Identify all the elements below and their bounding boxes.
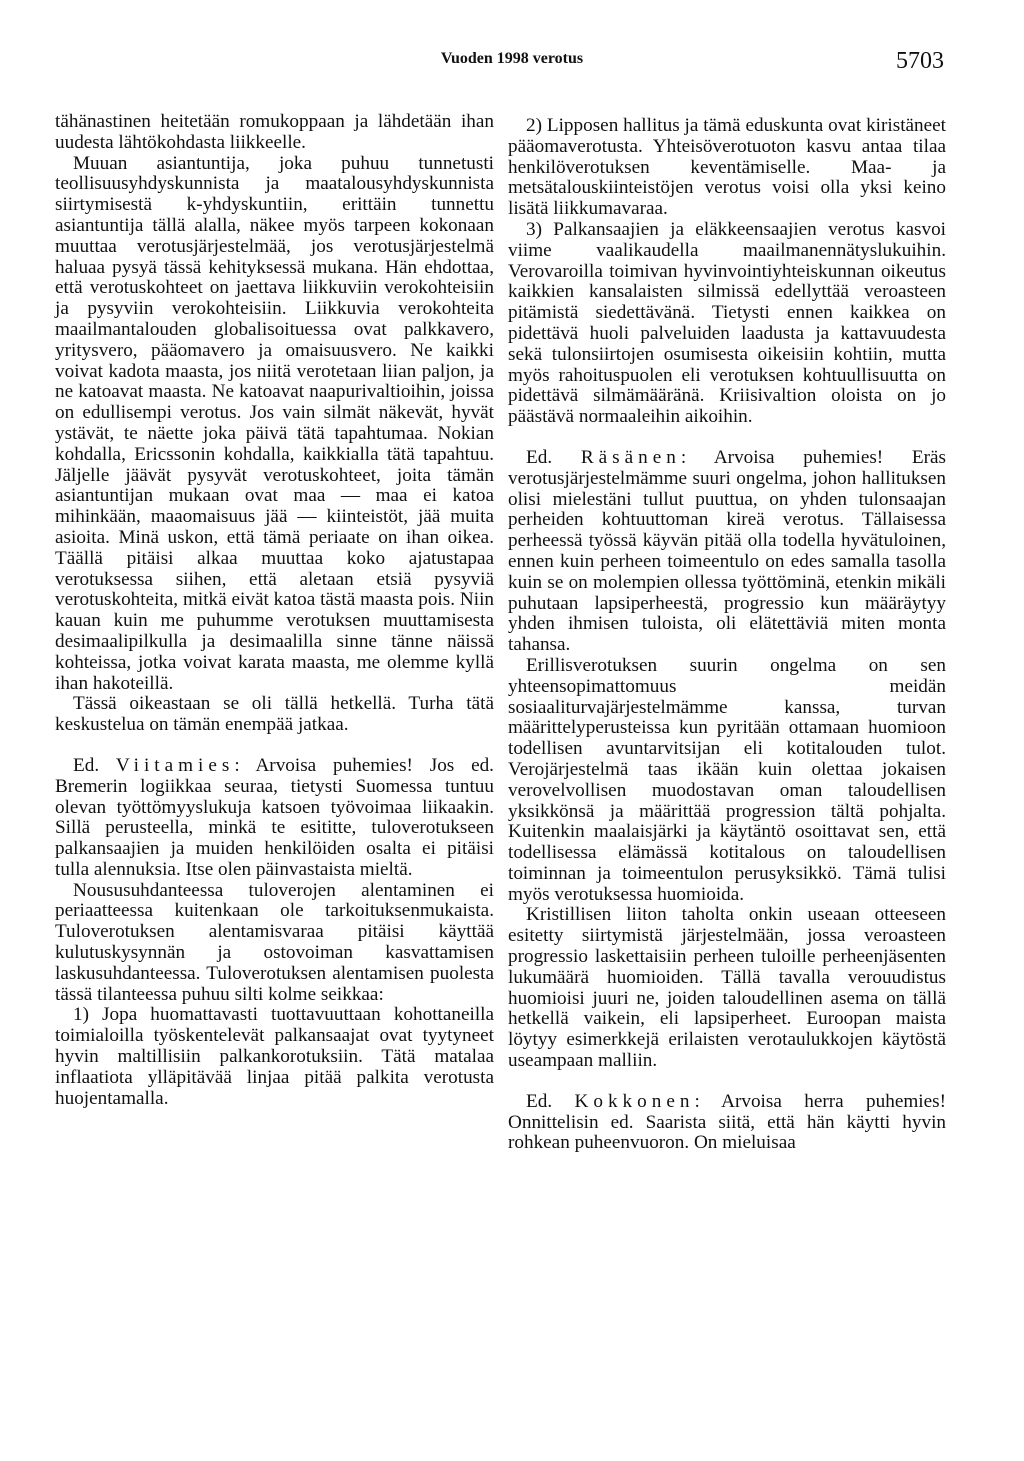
paragraph: Kristillisen liiton taholta onkin useaan otteeseen esitetty siirtymistä järjestelmään, jossa veroasteen progressio laskettaisiin perheen tuloille perheenjäsenten lukumäärä huomioiden. Tällä tavalla verouudistus huomioisi juuri ne, joiden taloudellinen asema on tällä hetkellä vaikein, eli lapsiperheet. Euroopan maista löytyy esimerkkejä erilaisten verotaulukkojen käytöstä useampaan malliin.: [508, 904, 946, 1072]
speaker-prefix: Ed.: [73, 754, 116, 776]
speaker-prefix: Ed.: [526, 446, 581, 468]
speaker-name: Kokkonen: [574, 1090, 695, 1112]
page-header: [0, 50, 1024, 80]
speaker-name: Räsänen: [580, 446, 681, 468]
paragraph: Noususuhdanteessa tuloverojen alentaminen ei periaatteessa kuitenkaan ole tarkoituksenmukaista. Tuloverotuksen alentamisvaraa pitäisi käyttää kulutuskysynnän ja ostovoiman kasvattamisen laskusuhdanteessa. Tuloverotuksen alentamisen puolesta tässä tilanteessa puhuu silti kolme seikkaa:: [55, 879, 494, 1005]
left-column: [55, 112, 494, 1109]
paragraph: Erillisverotuksen suurin ongelma on sen yhteensopimattomuus meidän sosiaaliturvajärjestelmämme kanssa, turvan määrittelyperusteissa kun pyritään ottamaan huomioon todellisen avuntarvitsijan eli kotitalouden tulot. Verojärjestelmä taas ikään kuin olettaa jokaisen verovelvollisen muodostavan oman taloudellisen yksikkönsä ja määrittää progression tältä pohjalta. Kuitenkin maalaisjärki ja käytäntö osoittavat sen, että todellisessa elämässä kotitalous on taloudellisen toiminnan ja toimeentulon perusyksikkö. Tämä tulisi myös verotuksessa huomioida.: [508, 654, 946, 905]
speech-text: : Arvoisa puhemies! Jos ed. Bremerin logiikkaa seuraa, tietysti Suomessa tuntuu olevan työttömyyslukuja katsoen työvoimaa liikaakin. Sillä perusteella, minkä te esititte, tuloverotukseen palkansaajien ja muiden henkilöiden osalta ei pitäisi tulla alennuksia. Itse olen päinvastaista mieltä.: [55, 754, 494, 880]
right-column: [508, 116, 946, 1154]
paragraph: 2) Lipposen hallitus ja tämä eduskunta ovat kiristäneet pääomaverotusta. Yhteisöverotuoton kasvu antaa tilaa henkilöverotuksen keventämiselle. Maa- ja metsätalouskiinteistöjen verotus voisi olla yksi keino lisätä liikkumavaraa.: [508, 115, 946, 220]
paragraph: 3) Palkansaajien ja eläkkeensaajien verotus kasvoi viime vaalikaudella maailmanennätyslukuihin. Verovaroilla toimivan hyvinvointiyhteiskunnan oikeutus kaikkien kansalaisten silmissä edellyttää veroasteen pitämistä siedettävänä. Tietysti ennen kaikkea on pidettävä huoli palveluiden laadusta ja kattavuudesta sekä tulonsiirtojen osumisesta oikeisiin kohtiin, mutta myös rahoituspuolen eli verotuksen kohtuullisuutta on pidettävä silmämääränä. Kriisivaltion oloista on jo päästävä normaaleihin aikoihin.: [508, 218, 946, 428]
speech-text: : Arvoisa puhemies! Eräs verotusjärjestelmämme suuri ongelma, johon hallituksen olisi mielestäni tullut puuttua, on yhden tulonsaajan perheiden kohtuuttoman kireä verotus. Tällaisessa perheessä työssä käyvän pitää olla todella hyvätuloinen, ennen kuin perheen toimeentulo on edes samalla tasolla kuin se on molempien ollessa työttöminä, etenkin mikäli puhutaan lapsiperheestä, progressio kun määräytyy yhden ihmisen tuloista, oli elätettäviä miten monta tahansa.: [508, 446, 946, 656]
paragraph: Tässä oikeastaan se oli tällä hetkellä. Turha tätä keskustelua on tämän enempää jatkaa.: [55, 693, 494, 736]
speaker-paragraph: [55, 756, 494, 881]
speaker-paragraph: [508, 448, 946, 656]
speaker-name: Viitamies: [115, 754, 235, 776]
speaker-prefix: Ed.: [526, 1090, 575, 1112]
running-title: Vuoden 1998 verotus: [440, 50, 584, 67]
speaker-paragraph: [508, 1092, 946, 1154]
page-number: 5703: [896, 48, 944, 74]
paragraph: Muuan asiantuntija, joka puhuu tunnetusti teollisuusyhdyskunnista ja maatalousyhdyskunnista siirtymisestä k-yhdyskuntiin, erittäin tunnettu asiantuntija tällä alalla, näkee myös tarpeen kokonaan muuttaa verotusjärjestelmää, jos verotusjärjestelmä haluaa pysyä tässä kehityksessä mukana. Hän ehdottaa, että verotuskohteet on jaettava liikkuviin verokohteisiin ja pysyviin verokohteisiin. Liikkuvia verokohteita maailmantalouden globalisoituessa ovat palkkavero, yritysvero, pääomavero ja omaisuusvero. Ne kaikki voivat kadota maasta, jos niitä verotetaan liian paljon, ja ne katoavat maasta. Ne katoavat naapurivaltioihin, joissa on edullisempi verotus. Jos vain silmät näkevät, hyvät ystävät, te näette joka päivä tätä tapahtumaa. Nokian kohdalla, Ericssonin kohdalla, kaikkialla tätä tapahtuu. Jäljelle jäävät pysyvät verotuskohteet, joita tämän asiantuntijan mukaan ovat maa — maa ei katoa mihinkään, maaomaisuus jää — kiinteistöt, jää muita asioita. Minä uskon, että tämä periaate on ihan oikea. Täällä pitäisi alkaa muuttaa koko ajatustapaa verotuksessa siihen, että aletaan etsiä pysyviä verotuskohteita, mitkä eivät katoa tästä maasta pois. Niin kauan kuin me puhumme verotuksen muuttamisesta desimaalipilkulla ja desimaalilla sinne tänne näissä kohteissa, jotka voivat karata maasta, me olemme kyllä ihan hakoteillä.: [55, 152, 494, 694]
paragraph: tähänastinen heitetään romukoppaan ja lähdetään ihan uudesta lähtökohdasta liikkeelle.: [55, 111, 494, 153]
speech-text: : Arvoisa herra puhemies! Onnittelisin ed. Saarista siitä, että hän käytti hyvin rohkean puheenvuoron. On mieluisaa: [508, 1090, 946, 1154]
paragraph: 1) Jopa huomattavasti tuottavuuttaan kohottaneilla toimialoilla työskentelevät palkansaajat ovat tyytyneet hyvin maltillisiin palkankorotuksiin. Tätä matalaa inflaatiota ylläpitävää linjaa pitää palkita verotusta huojentamalla.: [55, 1004, 494, 1109]
